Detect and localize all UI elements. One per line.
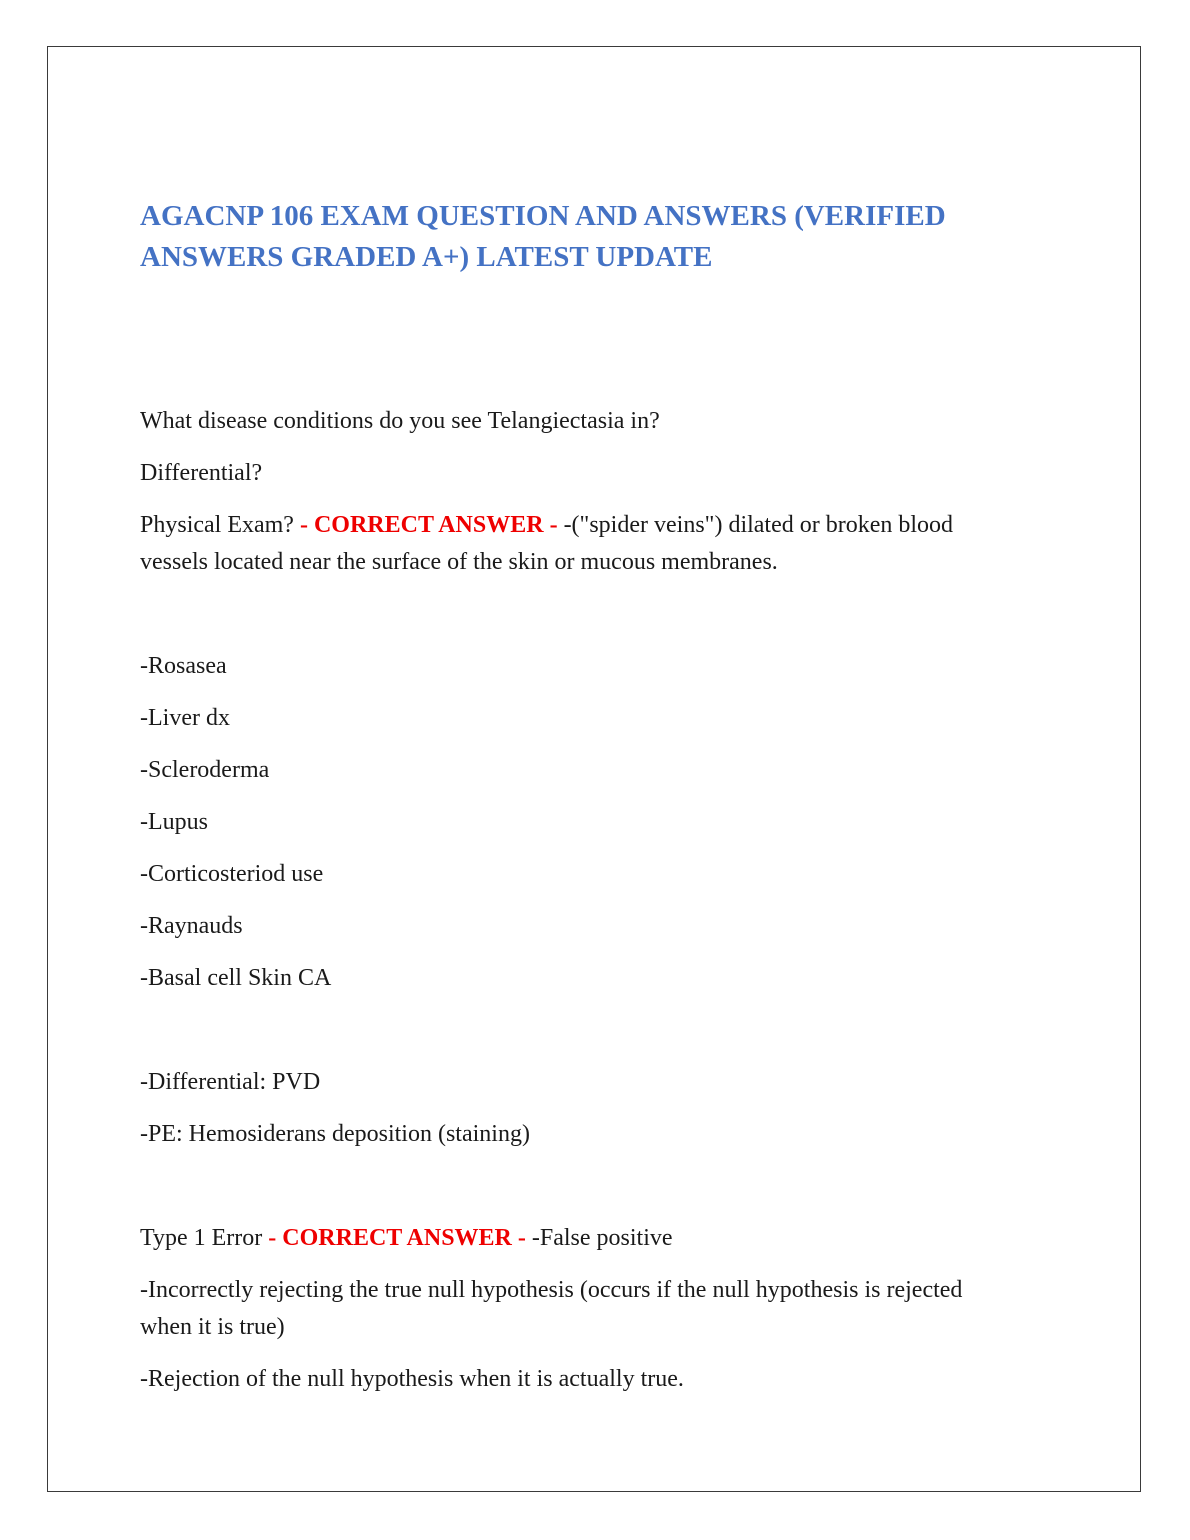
q1-pe-question: Physical Exam?	[140, 512, 300, 538]
condition-item: -Rosasea	[140, 653, 227, 679]
differential-line: -Differential: PVD	[140, 1069, 321, 1095]
condition-item: -Corticosteriod use	[140, 861, 324, 887]
q2-explanation-2: -Rejection of the null hypothesis when it is actually true.	[140, 1366, 684, 1392]
condition-item: -Liver dx	[140, 705, 230, 731]
document-body	[140, 196, 1020, 1398]
document-title: AGACNP 106 EXAM QUESTION AND ANSWERS (VERIFIED ANSWERS GRADED A+) LATEST UPDATE	[140, 200, 946, 273]
correct-answer-label: - CORRECT ANSWER -	[299, 512, 558, 538]
pe-line: -PE: Hemosiderans deposition (staining)	[140, 1121, 530, 1147]
q1-question: What disease conditions do you see Telangiectasia in?	[140, 408, 660, 434]
q1-answer-text: -("spider veins") dilated or broken blood vessels located near the surface of the skin or mucous membranes.	[140, 512, 954, 575]
q2-answer-text: -False positive	[525, 1225, 673, 1251]
correct-answer-label: - CORRECT ANSWER -	[268, 1225, 526, 1251]
condition-item: -Basal cell Skin CA	[140, 965, 332, 991]
q1-differential-question: Differential?	[140, 460, 263, 486]
q2-question-text: Type 1 Error	[140, 1225, 269, 1251]
q1-physical-exam	[140, 507, 1020, 581]
condition-item: -Raynauds	[140, 913, 243, 939]
q2-question	[140, 1220, 1020, 1257]
q2-explanation-1: -Incorrectly rejecting the true null hypothesis (occurs if the null hypothesis is rejected when it is true)	[140, 1277, 963, 1340]
condition-item: -Scleroderma	[140, 757, 270, 783]
condition-item: -Lupus	[140, 809, 208, 835]
